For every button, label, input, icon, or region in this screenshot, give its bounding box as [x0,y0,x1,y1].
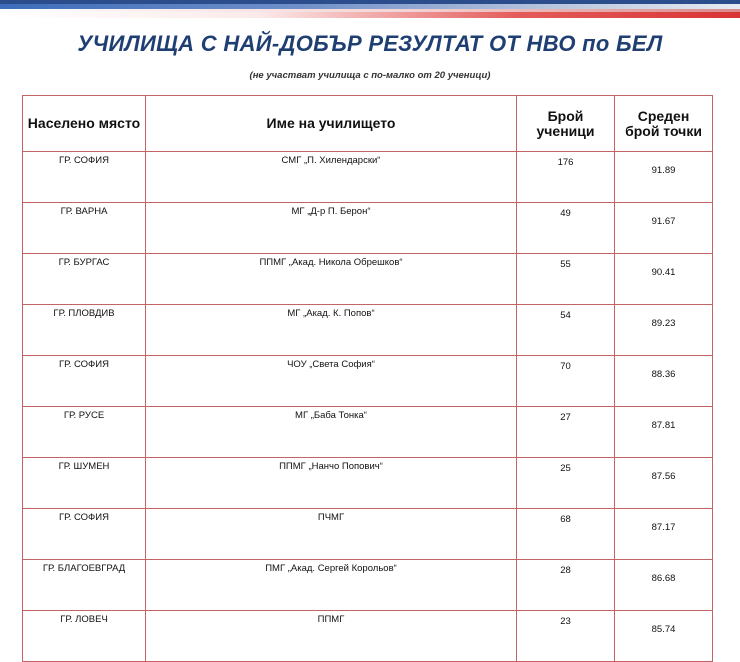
cell-city: ГР. СОФИЯ [23,152,146,203]
cell-school: ППМГ [146,611,517,662]
cell-school: ПЧМГ [146,509,517,560]
cell-city: ГР. СОФИЯ [23,509,146,560]
cell-score: 86.68 [615,560,713,611]
table-row [23,458,713,509]
cell-city: ГР. БУРГАС [23,254,146,305]
cell-school: МГ „Д-р П. Берон“ [146,203,517,254]
table-row [23,509,713,560]
cell-score: 88.36 [615,356,713,407]
cell-students: 28 [517,560,615,611]
cell-students: 176 [517,152,615,203]
decorative-header-stripes [0,0,740,20]
cell-city: ГР. ШУМЕН [23,458,146,509]
column-header-school: Име на училището [146,96,517,152]
cell-students: 55 [517,254,615,305]
cell-students: 27 [517,407,615,458]
cell-school: ППМГ „Акад. Никола Обрешков“ [146,254,517,305]
cell-students: 49 [517,203,615,254]
table-row [23,254,713,305]
table-row [23,560,713,611]
cell-city: ГР. БЛАГОЕВГРАД [23,560,146,611]
stripe-red [0,12,740,18]
cell-students: 54 [517,305,615,356]
cell-students: 68 [517,509,615,560]
cell-students: 23 [517,611,615,662]
table-row [23,152,713,203]
cell-school: ЧОУ „Света София“ [146,356,517,407]
cell-school: ПМГ „Акад. Сергей Корольов“ [146,560,517,611]
cell-students: 70 [517,356,615,407]
table-row [23,305,713,356]
cell-score: 85.74 [615,611,713,662]
cell-students: 25 [517,458,615,509]
column-header-students: Брой ученици [517,96,615,152]
table-row [23,356,713,407]
cell-city: ГР. ЛОВЕЧ [23,611,146,662]
cell-score: 87.17 [615,509,713,560]
table-header-row [23,96,713,152]
page-title: УЧИЛИЩА С НАЙ-ДОБЪР РЕЗУЛТАТ ОТ НВО по БЕЛ [77,31,663,56]
cell-score: 87.81 [615,407,713,458]
cell-school: ППМГ „Нанчо Попович“ [146,458,517,509]
results-table [22,95,713,662]
column-header-score: Среден брой точки [615,96,713,152]
column-header-city: Населено място [23,96,146,152]
table-row [23,203,713,254]
cell-school: МГ „Акад. К. Попов“ [146,305,517,356]
cell-score: 90.41 [615,254,713,305]
cell-score: 89.23 [615,305,713,356]
cell-city: ГР. РУСЕ [23,407,146,458]
cell-city: ГР. ВАРНА [23,203,146,254]
cell-score: 91.67 [615,203,713,254]
cell-school: МГ „Баба Тонка“ [146,407,517,458]
page-subtitle: (не участват училища с по-малко от 20 ученици) [249,70,491,81]
table-row [23,407,713,458]
cell-score: 87.56 [615,458,713,509]
cell-school: СМГ „П. Хилендарски“ [146,152,517,203]
cell-city: ГР. СОФИЯ [23,356,146,407]
cell-score: 91.89 [615,152,713,203]
cell-city: ГР. ПЛОВДИВ [23,305,146,356]
table-row [23,611,713,662]
